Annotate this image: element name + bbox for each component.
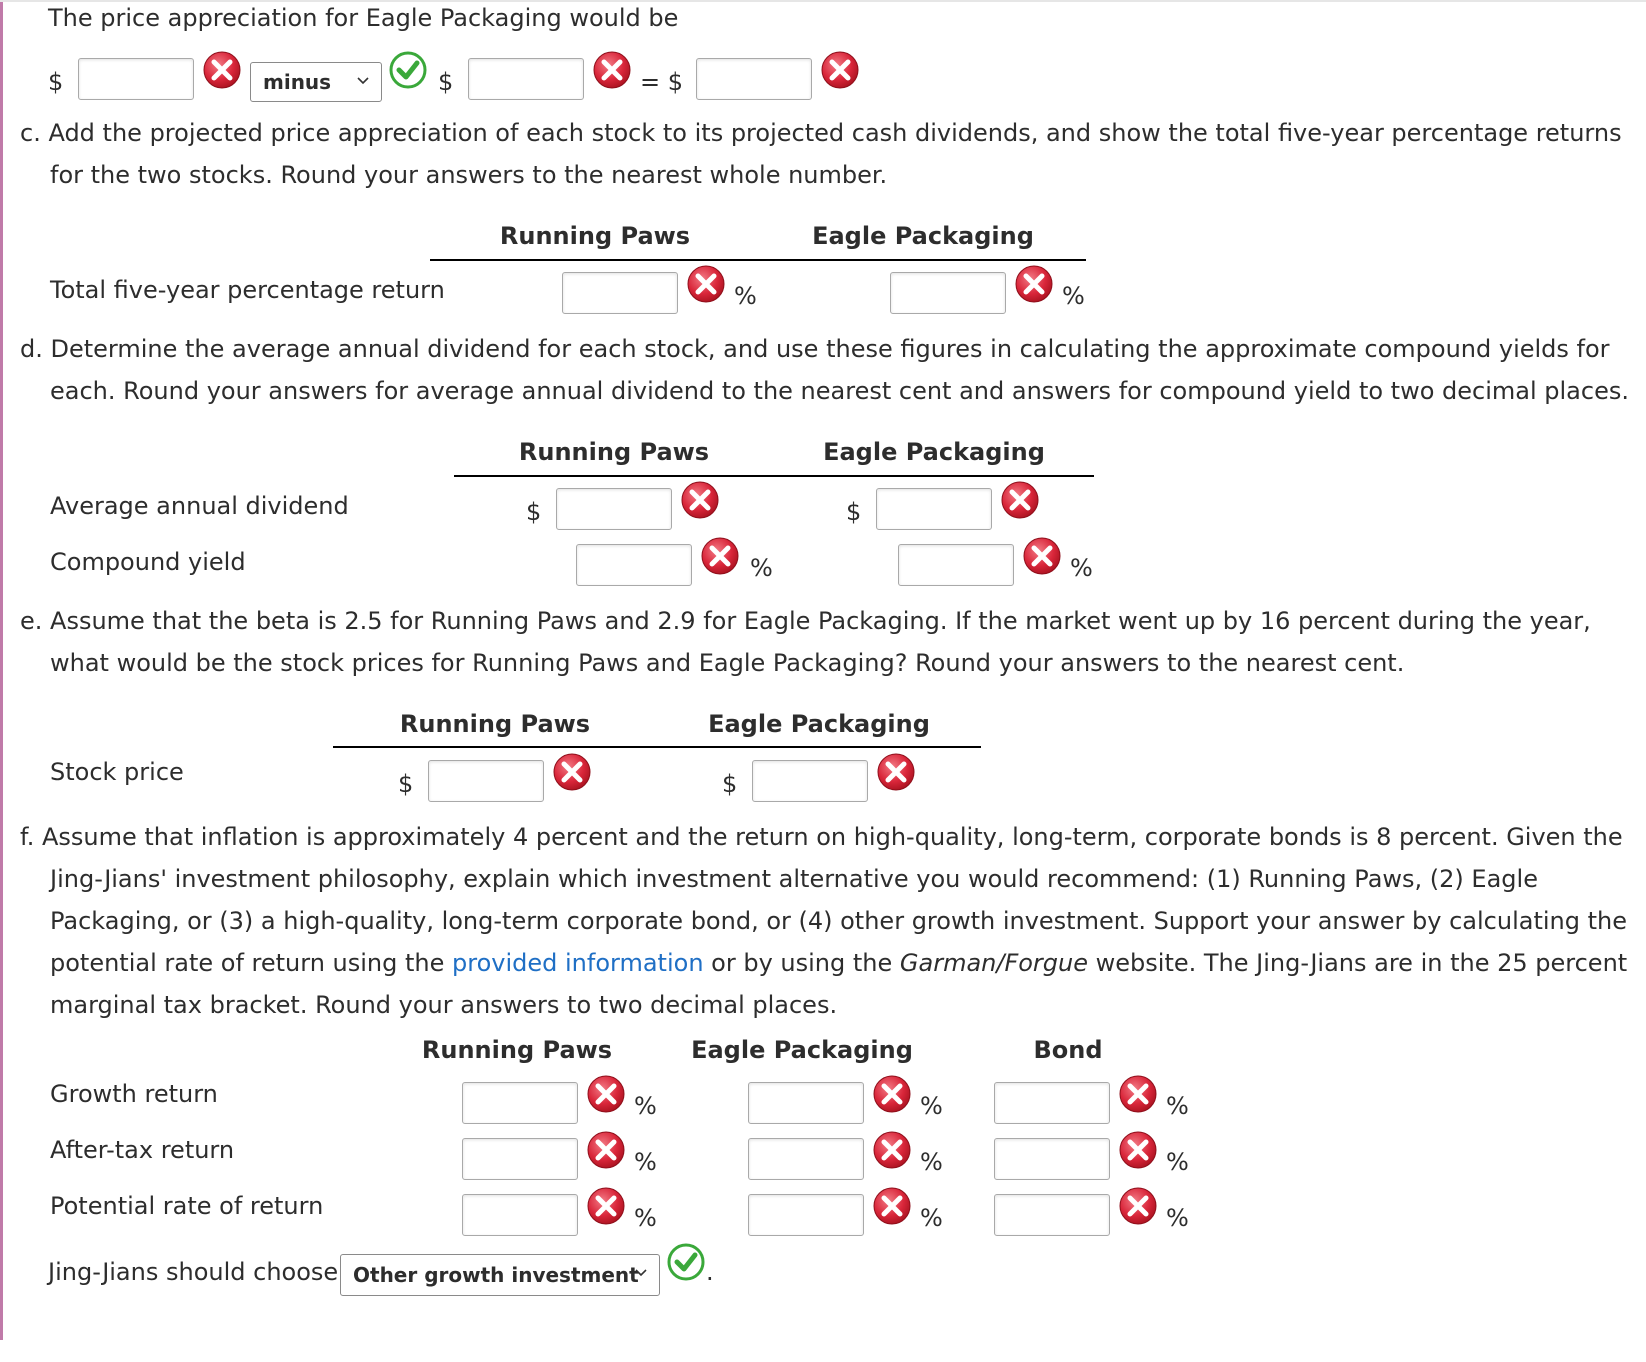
part-f-line-3: Packaging, or (3) a high-quality, long-term corporate bond, or (4) other growth investment. Support your answer by calculating the (50, 907, 1627, 935)
percent-unit: % (1070, 554, 1093, 582)
avg-dividend-running-paws-input[interactable] (556, 488, 672, 530)
row-label: Average annual dividend (50, 492, 349, 520)
percent-unit: % (920, 1092, 943, 1120)
percent-unit: % (634, 1148, 657, 1176)
period: . (706, 1258, 714, 1286)
left-accent-bar (0, 0, 3, 1340)
percent-unit: % (920, 1148, 943, 1176)
x-circle-icon (1118, 1186, 1158, 1226)
x-circle-icon (680, 480, 720, 520)
x-circle-icon (876, 752, 916, 792)
avg-dividend-eagle-input[interactable] (876, 488, 992, 530)
x-circle-icon (700, 536, 740, 576)
top-divider (0, 0, 1646, 2)
percent-unit: % (1166, 1204, 1189, 1232)
percent-unit: % (634, 1092, 657, 1120)
x-circle-icon (1000, 480, 1040, 520)
percent-unit: % (920, 1204, 943, 1232)
part-f-line-4 (20, 942, 1627, 984)
row-label: Stock price (50, 758, 184, 786)
part-d-line-1: d. Determine the average annual dividend for each stock, and use these figures in calculating the approximate compound yields for (20, 335, 1610, 363)
dollar-sign: $ (48, 68, 64, 96)
row-label: Total five-year percentage return (50, 276, 445, 304)
choose-investment-select[interactable] (340, 1254, 660, 1296)
header-rule (333, 746, 981, 748)
x-circle-icon (1014, 264, 1054, 304)
stock-price-running-paws-input[interactable] (428, 760, 544, 802)
x-circle-icon (686, 264, 726, 304)
potential-return-bond-input[interactable] (994, 1194, 1110, 1236)
col-header-eagle-packaging: Eagle Packaging (691, 1036, 913, 1064)
col-header-eagle-packaging: Eagle Packaging (823, 438, 1045, 466)
part-f-line-4-text: website. The Jing-Jians are in the 25 percent (1088, 949, 1628, 977)
operator-selected-value: minus (263, 70, 332, 94)
total-return-eagle-input[interactable] (890, 272, 1006, 314)
dollar-sign: $ (438, 68, 454, 96)
x-circle-icon (202, 50, 242, 90)
part-f-line-5: marginal tax bracket. Round your answers to two decimal places. (50, 991, 838, 1019)
part-f-line-4-text: potential rate of return using the (50, 949, 453, 977)
chevron-down-icon (355, 72, 371, 88)
row-label: After-tax return (50, 1136, 235, 1164)
compound-yield-running-paws-input[interactable] (576, 544, 692, 586)
col-header-running-paws: Running Paws (421, 1036, 613, 1064)
percent-unit: % (634, 1204, 657, 1232)
x-circle-icon (592, 50, 632, 90)
growth-return-running-paws-input[interactable] (462, 1082, 578, 1124)
check-circle-icon (666, 1242, 706, 1282)
col-header-running-paws: Running Paws (499, 222, 691, 250)
appreciation-input-2[interactable] (468, 58, 584, 100)
header-rule (430, 259, 1086, 261)
x-circle-icon (552, 752, 592, 792)
row-label: Compound yield (50, 548, 246, 576)
chevron-down-icon (633, 1264, 649, 1280)
percent-unit: % (1166, 1092, 1189, 1120)
part-f-instructions (20, 816, 1627, 1026)
part-e-line-2: what would be the stock prices for Running Paws and Eagle Packaging? Round your answers to the nearest cent. (50, 649, 1405, 677)
potential-return-running-paws-input[interactable] (462, 1194, 578, 1236)
dollar-sign: $ (526, 498, 542, 526)
dollar-sign: $ (722, 770, 738, 798)
after-tax-return-bond-input[interactable] (994, 1138, 1110, 1180)
appreciation-result-input[interactable] (696, 58, 812, 100)
percent-unit: % (734, 282, 757, 310)
growth-return-bond-input[interactable] (994, 1082, 1110, 1124)
part-c-instructions (20, 112, 1622, 196)
x-circle-icon (872, 1074, 912, 1114)
total-return-running-paws-input[interactable] (562, 272, 678, 314)
part-d-instructions (20, 328, 1629, 412)
part-f-line-4-text: or by using the (703, 949, 900, 977)
potential-return-eagle-input[interactable] (748, 1194, 864, 1236)
after-tax-return-eagle-input[interactable] (748, 1138, 864, 1180)
col-header-eagle-packaging: Eagle Packaging (812, 222, 1034, 250)
part-f-line-1: f. Assume that inflation is approximately 4 percent and the return on high-quality, long-term, corporate bonds is 8 percent. Given the (20, 823, 1623, 851)
row-label: Potential rate of return (50, 1192, 324, 1220)
part-d-line-2: each. Round your answers for average annual dividend to the nearest cent and answers for compound yield to two decimal places. (50, 377, 1629, 405)
stock-price-eagle-input[interactable] (752, 760, 868, 802)
col-header-bond: Bond (1033, 1036, 1103, 1064)
x-circle-icon (1022, 536, 1062, 576)
percent-unit: % (750, 554, 773, 582)
col-header-running-paws: Running Paws (399, 710, 591, 738)
part-e-instructions (20, 600, 1591, 684)
x-circle-icon (1118, 1130, 1158, 1170)
after-tax-return-running-paws-input[interactable] (462, 1138, 578, 1180)
compound-yield-eagle-input[interactable] (898, 544, 1014, 586)
percent-unit: % (1166, 1148, 1189, 1176)
header-rule (454, 475, 1094, 477)
part-f-line-2: Jing-Jians' investment philosophy, explain which investment alternative you would recommend: (1) Running Paws, (2) Eagle (50, 865, 1538, 893)
col-header-eagle-packaging: Eagle Packaging (708, 710, 930, 738)
dollar-sign: $ (846, 498, 862, 526)
x-circle-icon (586, 1074, 626, 1114)
x-circle-icon (1118, 1074, 1158, 1114)
choose-selected-value: Other growth investment (353, 1263, 639, 1287)
x-circle-icon (820, 50, 860, 90)
part-c-line-1: c. Add the projected price appreciation of each stock to its projected cash dividends, and show the total five-year percentage returns (20, 119, 1622, 147)
x-circle-icon (586, 1130, 626, 1170)
x-circle-icon (586, 1186, 626, 1226)
part-c-line-2: for the two stocks. Round your answers to the nearest whole number. (50, 161, 888, 189)
provided-information-link[interactable]: provided information (452, 949, 704, 977)
choose-label: Jing-Jians should choose (48, 1258, 339, 1286)
percent-unit: % (1062, 282, 1085, 310)
appreciation-input-1[interactable] (78, 58, 194, 100)
col-header-running-paws: Running Paws (518, 438, 710, 466)
part-e-line-1: e. Assume that the beta is 2.5 for Running Paws and 2.9 for Eagle Packaging. If the market went up by 16 percent during the year, (20, 607, 1591, 635)
garman-forgue-text: Garman/Forgue (899, 949, 1089, 977)
operator-select[interactable] (250, 62, 382, 102)
check-circle-icon (388, 50, 428, 90)
x-circle-icon (872, 1130, 912, 1170)
equals-dollar: = $ (640, 68, 684, 96)
dollar-sign: $ (398, 770, 414, 798)
row-label: Growth return (50, 1080, 218, 1108)
intro-text: The price appreciation for Eagle Packaging would be (48, 4, 679, 32)
x-circle-icon (872, 1186, 912, 1226)
growth-return-eagle-input[interactable] (748, 1082, 864, 1124)
